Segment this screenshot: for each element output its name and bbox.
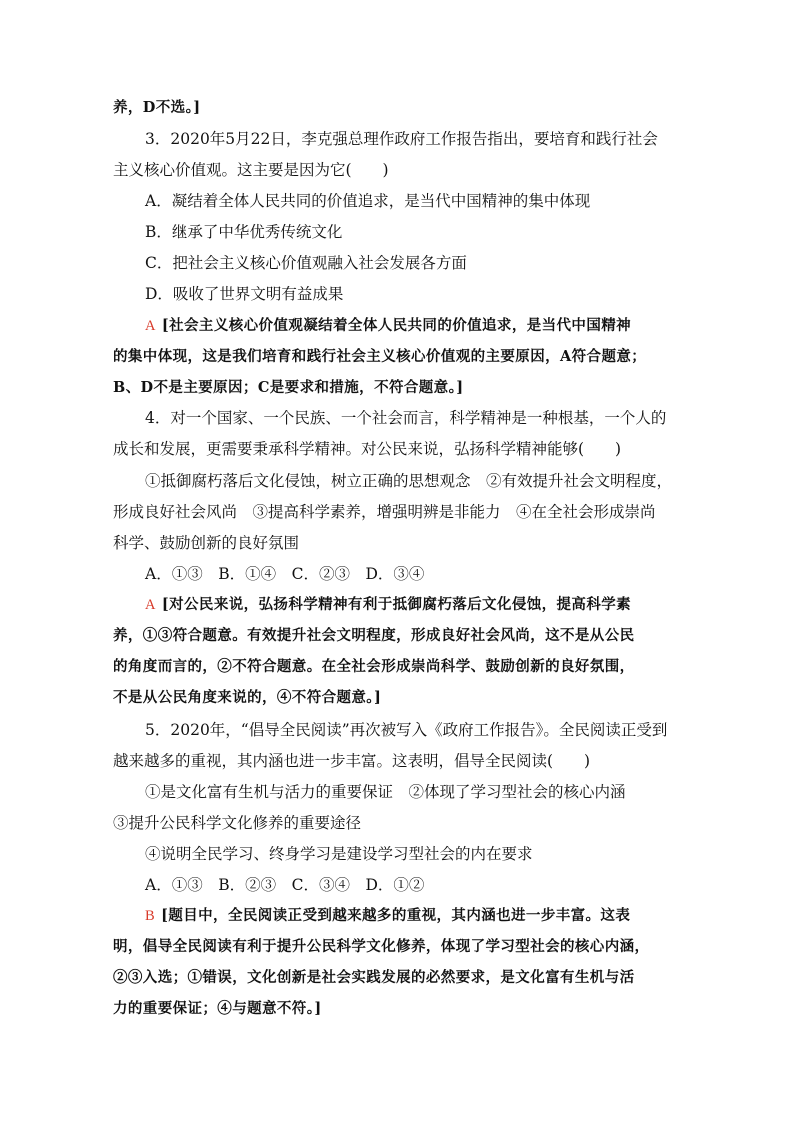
answer-continuation: 养，D不选。] [113, 99, 201, 116]
question-4-items-line3: 科学、鼓励创新的良好氛围 [113, 534, 300, 552]
question-4-answer-line1 [145, 595, 631, 615]
question-3-answer-line1 [145, 316, 631, 336]
answer-letter: A [145, 318, 156, 334]
question-5-items-line3: ④说明全民学习、终身学习是建设学习型社会的内在要求 [145, 845, 533, 863]
explanation-text: [题目中，全民阅读正受到越来越多的重视，其内涵也进一步丰富。这表 [161, 907, 631, 924]
question-5-answer-line3: ②③入选；①错误，文化创新是社会实践发展的必然要求，是文化富有生机与活 [113, 969, 635, 986]
question-5-items-line1: ①是文化富有生机与活力的重要保证 ②体现了学习型社会的核心内涵 [145, 783, 626, 801]
explanation-text: [社会主义核心价值观凝结着全体人民共同的价值追求，是当代中国精神 [161, 317, 632, 334]
question-5-answer-line1 [145, 906, 630, 926]
question-4-options: A．①③ B．①④ C．②③ D．③④ [145, 565, 425, 583]
answer-letter: A [145, 597, 156, 613]
question-5-options: A．①③ B．②③ C．③④ D．①② [145, 876, 425, 894]
question-3-stem-line1: 3．2020年5月22日，李克强总理作政府工作报告指出，要培育和践行社会 [145, 130, 658, 148]
question-4-stem-line2: 成长和发展，更需要秉承科学精神。对公民来说，弘扬科学精神能够( ) [113, 440, 622, 458]
question-5-items-line2: ③提升公民科学文化修养的重要途径 [113, 814, 362, 832]
question-4-answer-line4: 不是从公民角度来说的，④不符合题意。] [113, 689, 382, 706]
question-4-stem-line1: 4．对一个国家、一个民族、一个社会而言，科学精神是一种根基，一个人的 [145, 409, 667, 427]
question-3-answer-line2: 的集中体现，这是我们培育和践行社会主义核心价值观的主要原因，A符合题意； [113, 348, 647, 365]
question-3-option-c: C．把社会主义核心价值观融入社会发展各方面 [145, 254, 467, 272]
question-4-answer-line3: 的角度而言的，②不符合题意。在全社会形成崇尚科学、鼓励创新的良好氛围， [113, 658, 635, 675]
question-5-answer-line2: 明，倡导全民阅读有利于提升公民科学文化修养，体现了学习型社会的核心内涵， [113, 938, 650, 955]
question-4-items-line1: ①抵御腐朽落后文化侵蚀，树立正确的思想观念 ②有效提升社会文明程度， [145, 472, 673, 490]
question-3-option-b: B．继承了中华优秀传统文化 [145, 223, 343, 241]
question-3-option-a: A．凝结着全体人民共同的价值追求，是当代中国精神的集中体现 [145, 192, 591, 210]
question-5-stem-line1: 5．2020年，“倡导全民阅读”再次被写入《政府工作报告》。全民阅读正受到 [145, 721, 668, 739]
question-3-option-d: D．吸收了世界文明有益成果 [145, 285, 344, 303]
answer-letter: B [145, 908, 156, 924]
question-4-items-line2: 形成良好社会风尚 ③提高科学素养，增强明辨是非能力 ④在全社会形成崇尚 [113, 503, 656, 521]
question-5-stem-line2: 越来越多的重视，其内涵也进一步丰富。这表明，倡导全民阅读( ) [113, 752, 591, 770]
question-5-answer-line4: 力的重要保证；④与题意不符。] [113, 1000, 322, 1017]
question-3-answer-line3: B、D不是主要原因；C是要求和措施，不符合题意。] [113, 379, 464, 396]
question-4-answer-line2: 养，①③符合题意。有效提升社会文明程度，形成良好社会风尚，这不是从公民 [113, 627, 635, 644]
explanation-text: [对公民来说，弘扬科学精神有利于抵御腐朽落后文化侵蚀，提高科学素 [161, 596, 632, 613]
question-3-stem-line2: 主义核心价值观。这主要是因为它( ) [113, 161, 389, 179]
